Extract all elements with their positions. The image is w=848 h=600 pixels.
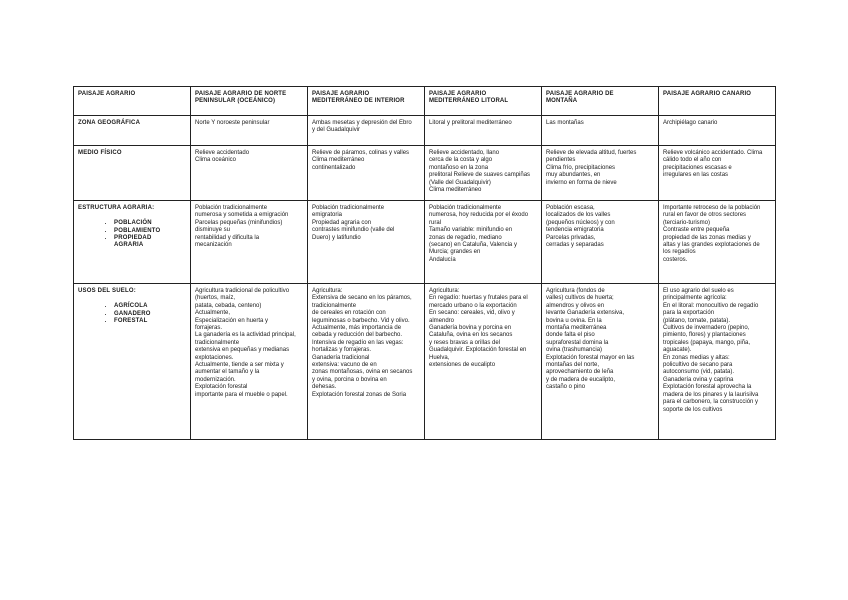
cell-text-line: Archipiélago canario [663, 120, 718, 126]
cell-text-line: almendros y olivos en [546, 302, 605, 309]
cell-text-line: Relieve volcánico accidentado. Clima [663, 150, 763, 156]
cell-text-line: Población escasa, [546, 205, 595, 211]
cell-text-line: altas y las grandes explotaciones de [663, 242, 760, 249]
cell-text-line: los regadíos [663, 249, 696, 256]
cell-text-line: patata, cebada, centeno) [195, 302, 262, 309]
cell-text-line: aumentar el tamaño y la [195, 369, 260, 376]
cell-text-line: (pequeños núcleos) y con [546, 219, 615, 226]
cell-text-line: MEDITERRÁNEO LITORAL [429, 98, 509, 105]
cell-text-line: tendencia emigratoria [546, 227, 604, 234]
table-cell [191, 116, 308, 146]
bullet-item-continuation: AGRARIA [114, 242, 144, 249]
table-cell [542, 284, 659, 440]
cell-text-line: principalmente agrícola: [663, 295, 727, 302]
bullet-item: • POBLAMIENTO [114, 228, 186, 235]
cell-text-line: Cataluña, ovina en los secanos [429, 332, 513, 339]
cell-text-line: Actualmente, [195, 310, 231, 317]
cell-text-line: montañas del norte, [546, 362, 600, 369]
cell-text-line: tradicionalmente [195, 339, 240, 346]
cell-text-line: mecanización [195, 242, 232, 249]
cell-text-line: Relieve de elevada altitud, fuertes [546, 150, 637, 156]
cell-text-line: Huelva, [429, 354, 450, 361]
cell-text-line: Litoral y prelitoral mediterráneo [429, 120, 512, 126]
cell-text-line: Clima mediterráneo [312, 157, 365, 164]
cell-text-line: Ganadería ovina y caprina [663, 376, 734, 383]
table-cell [659, 201, 776, 284]
cell-text-line: Ambas mesetas y depresión del Ebro [312, 120, 412, 126]
cell-text-line: Clima frío, precipitaciones [546, 164, 616, 171]
header-cell [191, 87, 308, 116]
cell-text-line: prelitoral Relieve de suaves campiñas [429, 172, 531, 179]
header-cell [74, 87, 191, 116]
cell-text-line: ovina (trashumancia) [546, 347, 603, 354]
cell-text-line: Población tradicionalmente [429, 205, 502, 211]
row-label-medio: MEDIO FÍSICO [74, 146, 191, 201]
table-cell [425, 116, 542, 146]
cell-text-line: MEDITERRÁNEO DE INTERIOR [312, 98, 405, 105]
cell-text-line: supraforestal domina la [546, 339, 609, 346]
bullet-item: • AGRÍCOLA [114, 303, 186, 310]
cell-text-line: Importante retroceso de la población [663, 205, 761, 211]
cell-text-line: zonas montañosas, ovina en secanos [312, 369, 413, 376]
table-cell [308, 284, 425, 440]
cell-text-line: Clima mediterráneo [429, 187, 482, 194]
cell-text-line: Clima oceánico [195, 157, 237, 164]
cell-text-line: mercado urbano o la exportación [429, 302, 517, 309]
row-label-estructura [74, 201, 191, 284]
cell-text-line: Explotación forestal zonas de Soria [312, 391, 407, 398]
cell-text-line: tradicionalmente [312, 302, 357, 309]
table-cell [425, 284, 542, 440]
table-row [74, 284, 776, 440]
cell-text-line: Propiedad agraria con [312, 219, 372, 226]
cell-text-line: PAISAJE AGRARIO [429, 91, 487, 97]
cell-text-line: soporte de los cultivos [663, 406, 723, 413]
cell-text-line: Actualmente, tiende a ser mixta y [195, 362, 284, 369]
cell-text-line: zonas de regadío, mediano [429, 234, 502, 241]
row-label-text: ESTRUCTURA AGRARIA: [78, 205, 155, 211]
cell-text-line: numerosa y sometida a emigración [195, 212, 289, 219]
cell-text-line: Agricultura tradicional de policultivo [195, 288, 290, 294]
cell-text-line: Parcelas pequeñas (minifundios) [195, 219, 283, 226]
bullet-list [78, 303, 186, 325]
cell-text-line: PAISAJE AGRARIO [78, 91, 136, 97]
cell-text-line: irregulares en las costas [663, 172, 729, 179]
bullet-item: • POBLACIÓN [114, 220, 186, 227]
row-label-text: USOS DEL SUELO: [78, 288, 136, 294]
cell-text-line: Agricultura: [429, 288, 460, 294]
cell-text-line: extensiva: vacuno de en [312, 362, 377, 369]
cell-text-line: Extensiva de secano en los páramos, [312, 295, 412, 302]
table-cell [542, 116, 659, 146]
cell-text-line: Actualmente, más importancia de [312, 325, 402, 332]
cell-text-line: Murcia; grandes en [429, 249, 481, 256]
cell-text-line: Cultivos de invernadero (pepino, [663, 325, 750, 332]
cell-text-line: En zonas medias y altas: [663, 354, 730, 361]
cell-text-line: Relieve de páramos, colinas y valles [312, 150, 410, 156]
cell-text-line: (terciario-turismo) [663, 219, 711, 226]
cell-text-line: Agricultura: [312, 288, 343, 294]
cell-text-line: de cereales en rotación con [312, 310, 386, 317]
table-cell [542, 201, 659, 284]
cell-text-line: Población tradicionalmente [195, 205, 268, 211]
cell-text-line: tropicales (papaya, mango, piña, [663, 339, 751, 346]
cell-text-line: Explotación forestal aprovecha la [663, 384, 752, 391]
cell-text-line: PENINSULAR (OCEÁNICO) [195, 98, 276, 105]
cell-text-line: extensiones de eucalipto [429, 362, 496, 369]
cell-text-line: valles) cultivos de huerta; [546, 295, 614, 302]
bullet-item: • GANADERO [114, 311, 186, 318]
cell-text-line: cerradas y separadas [546, 242, 604, 249]
cell-text-line: autoconsumo (vid, patata). [663, 369, 735, 376]
cell-text-line: muy abundantes, en [546, 172, 601, 179]
cell-text-line: Relieve accidentado, llano [429, 150, 500, 156]
table-cell [659, 146, 776, 201]
cell-text-line: pimiento, flores) y plantaciones [663, 332, 746, 339]
cell-text-line: Relieve accidentado [195, 150, 250, 156]
cell-text-line: donde falta el piso [546, 332, 595, 339]
cell-text-line: Norte Y noroeste peninsular [195, 120, 270, 126]
table-cell [308, 116, 425, 146]
cell-text-line: La ganadería es la actividad principal, [195, 332, 296, 339]
cell-text-line: contrastes minifundio (valle del [312, 227, 395, 234]
cell-text-line: En secano: cereales, vid, olivo y [429, 310, 515, 317]
cell-text-line: Intensiva de regadío en las vegas: [312, 339, 404, 346]
cell-text-line: invierno en forma de nieve [546, 179, 617, 186]
table-cell [191, 284, 308, 440]
cell-text-line: explotaciones. [195, 354, 234, 361]
cell-text-line: rural en favor de otros sectores [663, 212, 747, 219]
cell-text-line: castaño o pino [546, 384, 586, 391]
header-row [74, 87, 776, 116]
table-cell [425, 146, 542, 201]
cell-text-line: cerca de la costa y algo [429, 157, 493, 164]
cell-text-line: PAISAJE AGRARIO CANARIO [663, 91, 752, 97]
row-label-zona: ZONA GEOGRÁFICA [74, 116, 191, 146]
cell-text-line: hortalizas y forrajeras. [312, 347, 372, 354]
cell-text-line: MONTAÑA [546, 98, 578, 105]
cell-text-line: Duero) y latifundio [312, 234, 361, 241]
table-row [74, 116, 776, 146]
cell-text-line: bovina u ovina. En la [546, 317, 602, 324]
cell-text-line: disminuye su [195, 227, 231, 234]
header-cell [659, 87, 776, 116]
paisajes-agrarios-table [73, 86, 776, 440]
table-cell [191, 146, 308, 201]
cell-text-line: (huertos, maíz, [195, 295, 236, 302]
table-cell [308, 201, 425, 284]
cell-text-line: Las montañas [546, 120, 584, 126]
cell-text-line: cálido todo el año con [663, 157, 722, 164]
header-cell [425, 87, 542, 116]
cell-text-line: pendientes [546, 157, 576, 164]
cell-text-line: continentalizado [312, 164, 356, 171]
cell-text-line: almendro [429, 317, 455, 324]
cell-text-line: montaña mediterránea [546, 325, 607, 332]
cell-text-line: importante para el mueble o papel. [195, 391, 288, 398]
table-cell [659, 284, 776, 440]
cell-text-line: Especialización en huerta y [195, 317, 269, 324]
cell-text-line: Agricultura (fondos de [546, 288, 605, 294]
bullet-item: • PROPIEDAD [114, 235, 186, 242]
cell-text-line: extensiva en pequeñas y medianas [195, 347, 290, 354]
cell-text-line: madera de los pinares y la laurisilva [663, 391, 759, 398]
cell-text-line: y del Guadalquivir [312, 127, 361, 134]
cell-text-line: Tamaño variable: minifundio en [429, 227, 513, 234]
cell-text-line: (Valle del Guadalquivir) [429, 179, 491, 186]
cell-text-line: Explotación forestal mayor en las [546, 354, 635, 361]
cell-text-line: (secano) en Cataluña, Valencia y [429, 242, 517, 249]
bullet-item: • FORESTAL [114, 318, 186, 325]
table-cell [425, 201, 542, 284]
cell-text-line: Ganadería bovina y porcina en [429, 325, 512, 332]
cell-text-line: (plátano, tomate, patata). [663, 317, 731, 324]
cell-text-line: Parcelas privadas, [546, 234, 596, 241]
cell-text-line: El uso agrario del suelo es [663, 288, 734, 294]
header-cell [308, 87, 425, 116]
cell-text-line: Contraste entre pequeña [663, 227, 730, 234]
cell-text-line: propiedad de las zonas medias y [663, 234, 751, 241]
cell-text-line: PAISAJE AGRARIO DE NORTE [195, 91, 287, 97]
cell-text-line: rural [429, 219, 442, 226]
cell-text-line: leguminosas o barbecho. Vid y olivo. [312, 317, 410, 324]
cell-text-line: Ganadería tradicional [312, 354, 370, 361]
table-cell [308, 146, 425, 201]
cell-text-line: para el carbonero, la construcción y [663, 399, 759, 406]
cell-text-line: aprovechamiento de leña [546, 369, 614, 376]
bullet-list [78, 220, 186, 249]
cell-text-line: para la exportación [663, 310, 715, 317]
table-row [74, 201, 776, 284]
cell-text-line: En el litoral: monocultivo de regadío [663, 302, 759, 309]
cell-text-line: En regadío: huertas y frutales para el [429, 295, 528, 302]
cell-text-line: cebada y reducción del barbecho. [312, 332, 403, 339]
cell-text-line: y ovina, porcina o bovina en [312, 376, 387, 383]
cell-text-line: dehesas. [312, 384, 337, 391]
cell-text-line: precipitaciones escasas e [663, 164, 732, 171]
cell-text-line: Guadalquivir. Explotación forestal en [429, 347, 527, 354]
cell-text-line: PAISAJE AGRARIO DE [546, 91, 614, 97]
cell-text-line: montañoso en la zona [429, 164, 489, 171]
cell-text-line: costeros. [663, 256, 688, 263]
cell-text-line: numerosa, hoy reducida por el éxodo [429, 212, 529, 219]
cell-text-line: policultivo de secano para [663, 362, 733, 369]
table-cell [659, 116, 776, 146]
table-row [74, 146, 776, 201]
cell-text-line: localizados de los valles [546, 212, 611, 219]
cell-text-line: y de madera de eucalipto, [546, 376, 616, 383]
cell-text-line: y reses bravas a orillas del [429, 339, 501, 346]
row-label-usos [74, 284, 191, 440]
cell-text-line: PAISAJE AGRARIO [312, 91, 370, 97]
cell-text-line: Población tradicionalmente [312, 205, 385, 211]
cell-text-line: aguacate). [663, 347, 692, 354]
cell-text-line: rentabilidad y dificulta la [195, 234, 260, 241]
cell-text-line: Explotación forestal [195, 384, 248, 391]
cell-text-line: levante Ganadería extensiva, [546, 310, 625, 317]
cell-text-line: Andalucía [429, 256, 456, 263]
table-cell [542, 146, 659, 201]
cell-text-line: emigratoria [312, 212, 343, 219]
table-cell [191, 201, 308, 284]
cell-text-line: forrajeras. [195, 325, 223, 332]
cell-text-line: modernización. [195, 376, 236, 383]
header-cell [542, 87, 659, 116]
